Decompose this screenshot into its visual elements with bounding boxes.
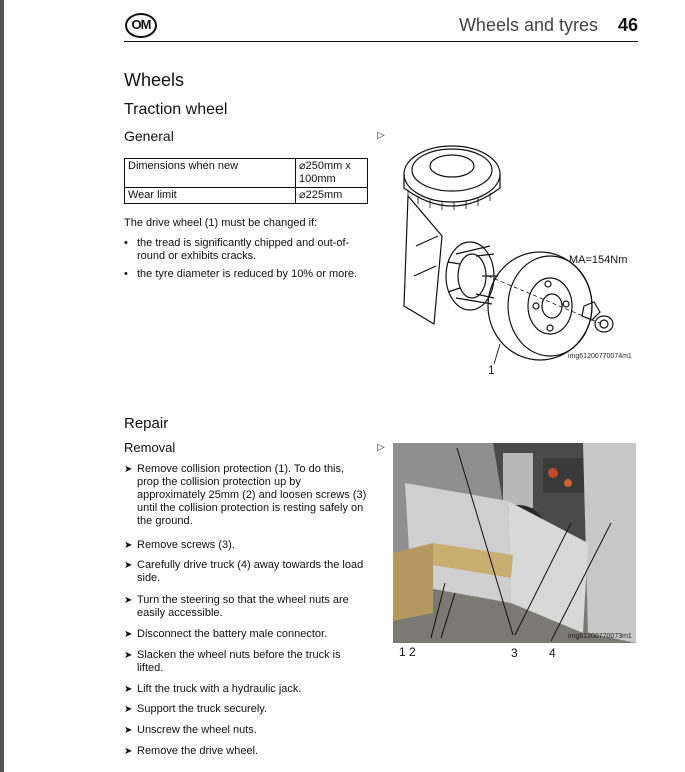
heading-general: General bbox=[124, 128, 174, 144]
heading-removal: Removal bbox=[124, 440, 176, 455]
step-arrow-icon: ➤ bbox=[124, 629, 133, 640]
list-item bbox=[124, 237, 369, 265]
om-logo: OM bbox=[125, 13, 157, 38]
drive-wheel-diagram bbox=[390, 126, 640, 376]
list-item bbox=[124, 594, 369, 620]
callout-number: 1 2 bbox=[399, 645, 416, 659]
heading-wheels: Wheels bbox=[124, 70, 185, 90]
heading-repair: Repair bbox=[124, 415, 169, 432]
heading-traction-wheel: Traction wheel bbox=[124, 101, 228, 118]
list-item-text: Remove the drive wheel. bbox=[137, 745, 259, 757]
table-row bbox=[125, 159, 368, 188]
header-rule bbox=[124, 41, 638, 42]
step-arrow-icon: ➤ bbox=[124, 684, 133, 695]
general-intro: The drive wheel (1) must be changed if: bbox=[124, 217, 318, 229]
table-row bbox=[125, 188, 368, 204]
list-item bbox=[124, 559, 369, 585]
list-item-text: Unscrew the wheel nuts. bbox=[137, 724, 257, 736]
image-caption: img61200770074m1 bbox=[568, 353, 632, 360]
callout-number: 4 bbox=[549, 646, 556, 660]
list-item-text: Disconnect the battery male connector. bbox=[137, 628, 328, 640]
list-item bbox=[124, 649, 369, 675]
list-item bbox=[124, 628, 369, 641]
figure-pointer-icon: ▷ bbox=[377, 442, 385, 453]
page-edge-bar bbox=[0, 0, 4, 772]
step-arrow-icon: ➤ bbox=[124, 540, 133, 551]
list-item-text: the tyre diameter is reduced by 10% or more. bbox=[137, 268, 358, 280]
section-title: Wheels and tyres bbox=[458, 15, 598, 35]
bullet-dot: • bbox=[124, 268, 128, 280]
step-arrow-icon: ➤ bbox=[124, 746, 133, 757]
step-arrow-icon: ➤ bbox=[124, 560, 133, 571]
list-item-text: Carefully drive truck (4) away towards the load side. bbox=[137, 559, 364, 584]
table-cell-value: ⌀250mm x 100mm bbox=[296, 159, 368, 188]
list-item bbox=[124, 683, 369, 696]
list-item-text: Remove screws (3). bbox=[137, 539, 235, 551]
list-item bbox=[124, 268, 369, 282]
list-item bbox=[124, 539, 369, 552]
torque-label: MA=154Nm bbox=[569, 254, 628, 266]
page-number: 46 bbox=[617, 15, 638, 35]
callout-number: 3 bbox=[511, 646, 518, 660]
step-arrow-icon: ➤ bbox=[124, 464, 133, 475]
list-item-text: the tread is significantly chipped and out-of-round or exhibits cracks. bbox=[137, 237, 350, 262]
list-item-text: Support the truck securely. bbox=[137, 703, 268, 715]
callout-number: 1 bbox=[488, 363, 495, 377]
table-cell-label: Wear limit bbox=[125, 188, 296, 204]
step-arrow-icon: ➤ bbox=[124, 725, 133, 736]
step-arrow-icon: ➤ bbox=[124, 704, 133, 715]
list-item-text: Remove collision protection (1). To do this, prop the collision protection up by approximately 25mm (2) and loosen screws (3) until the collision protection is resting safely on the ground. bbox=[137, 463, 367, 527]
list-item bbox=[124, 463, 369, 528]
list-item-text: Slacken the wheel nuts before the truck is lifted. bbox=[137, 649, 341, 674]
bullet-dot: • bbox=[124, 237, 128, 249]
list-item-text: Lift the truck with a hydraulic jack. bbox=[137, 683, 302, 695]
truck-photo bbox=[393, 443, 636, 643]
list-item bbox=[124, 724, 369, 737]
figure-pointer-icon: ▷ bbox=[377, 130, 385, 141]
list-item bbox=[124, 703, 369, 716]
step-arrow-icon: ➤ bbox=[124, 595, 133, 606]
table-cell-label: Dimensions when new bbox=[125, 159, 296, 188]
spec-table bbox=[124, 158, 368, 204]
image-caption: img61200770073m1 bbox=[568, 633, 632, 640]
list-item-text: Turn the steering so that the wheel nuts are easily accessible. bbox=[137, 594, 349, 619]
step-arrow-icon: ➤ bbox=[124, 650, 133, 661]
table-cell-value: ⌀225mm bbox=[296, 188, 368, 204]
list-item bbox=[124, 745, 369, 758]
